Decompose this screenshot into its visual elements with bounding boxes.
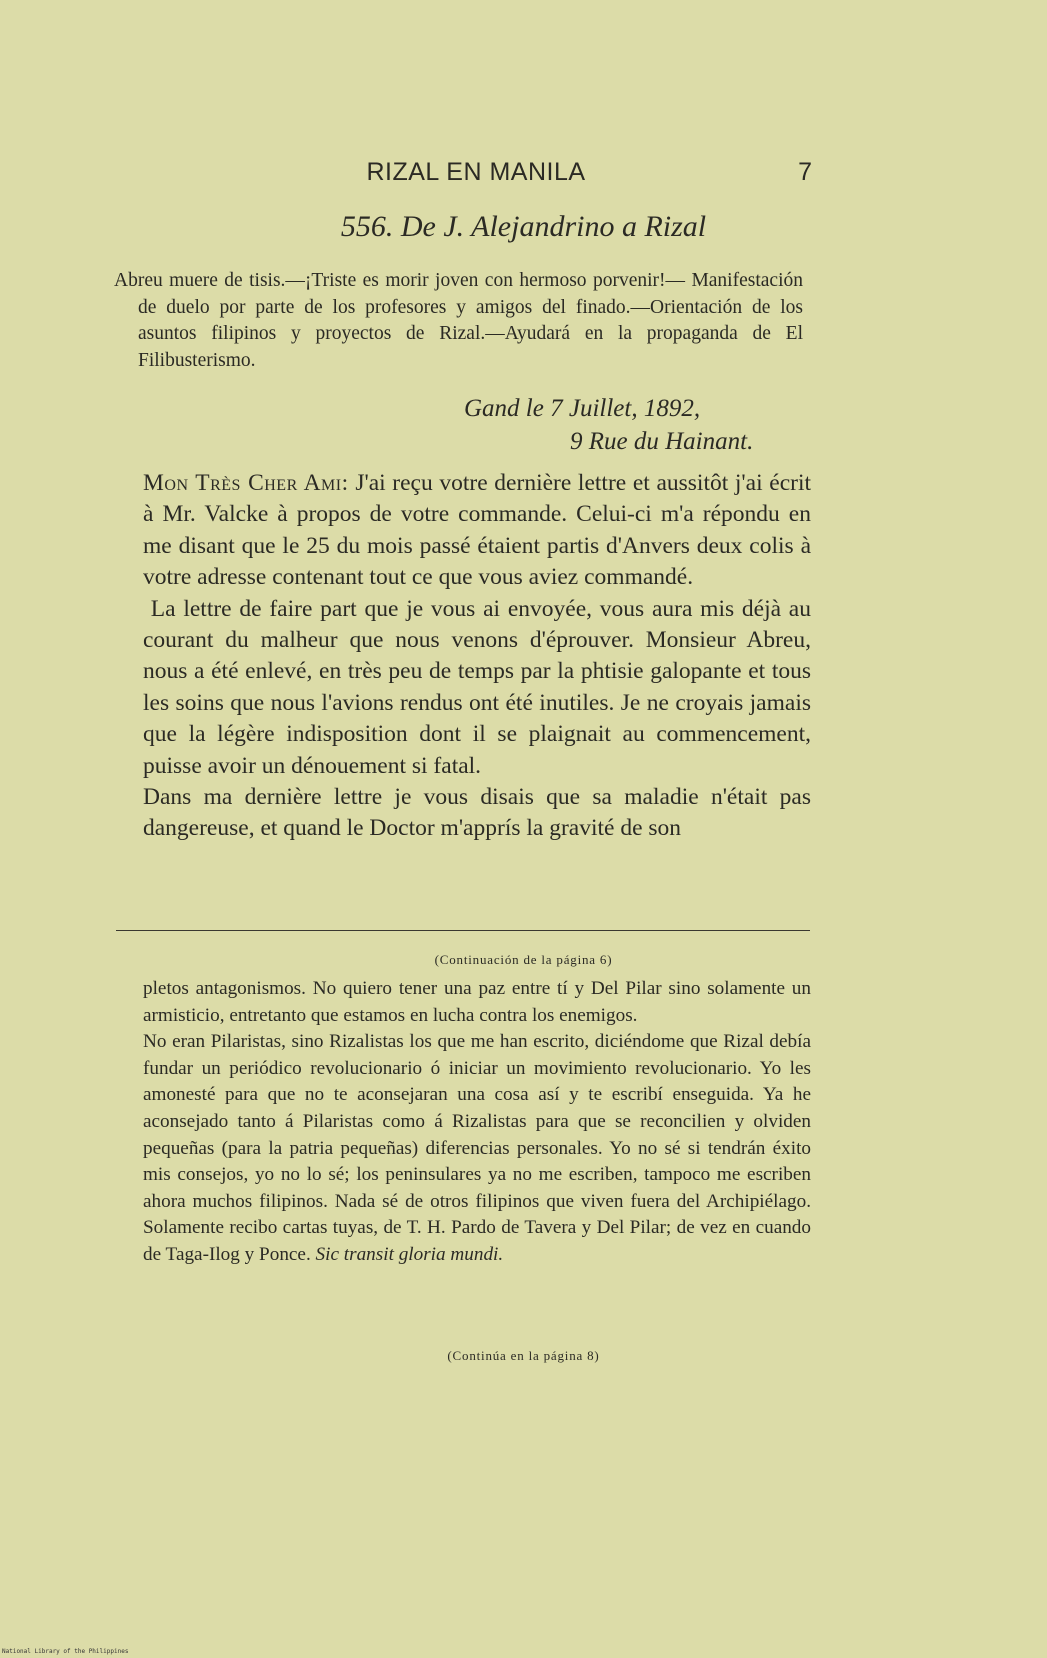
page-number: 7 bbox=[798, 158, 812, 186]
footnote-latin-phrase: Sic transit gloria mundi. bbox=[315, 1243, 504, 1265]
running-head: RIZAL EN MANILA bbox=[366, 158, 586, 186]
library-stamp: National Library of the Philippines bbox=[2, 1648, 129, 1655]
body-paragraph bbox=[143, 594, 811, 782]
body-paragraph bbox=[143, 468, 811, 594]
dateline-place-date: Gand le 7 Juillet, 1892, bbox=[464, 395, 701, 422]
body-text: La lettre de faire part que je vous ai envoyée, vous aura mis déjà au courant du malheur que nous venons d'éprouver. Monsieur Abreu, nous a été enlevé, en très peu de temps par la phtisie galopante et tous les soins que nous l'avions rendus ont été inutiles. Je ne croyais jamais que la légère indisposition dont il se plaignait au commencement, puisse avoir un dénouement si fatal. bbox=[143, 595, 811, 779]
footnote-continues-on: (Continúa en la página 8) bbox=[447, 1348, 600, 1363]
letter-body bbox=[143, 468, 811, 845]
salutation: Mon Très Cher Ami: bbox=[143, 470, 349, 496]
body-text: Dans ma dernière lettre je vous disais que sa maladie n'était pas dangereuse, et quand le Doctor m'apprís la gravité de son bbox=[143, 784, 811, 842]
body-text: J'ai reçu votre dernière lettre et aussitôt j'ai écrit à Mr. Valcke à propos de votre commande. Celui-ci m'a répondu en me disant que le 25 du mois passé étaient partis d'Anvers deux colis à votre adresse contenant tout ce que vous aviez commandé. bbox=[143, 470, 812, 591]
footnote-paragraph bbox=[143, 1029, 811, 1268]
footnote-paragraph: pletos antagonismos. No quiero tener una paz entre tí y Del Pilar sino solamente un armisticio, entretanto que estamos en lucha contra los enemigos. bbox=[143, 978, 811, 1026]
footnote-continued-from: (Continuación de la página 6) bbox=[434, 952, 613, 967]
footnote bbox=[143, 976, 811, 1269]
footnote-rule bbox=[116, 930, 810, 931]
page-header bbox=[140, 158, 812, 198]
dateline-address: 9 Rue du Hainant. bbox=[570, 428, 754, 455]
body-paragraph bbox=[143, 782, 811, 845]
footnote-text: No eran Pilaristas, sino Rizalistas los que me han escrito, diciéndome que Rizal debía fundar un periódico revolucionario ó iniciar un movimiento revolucionario. Yo les amonesté para que no te aconsejaran una cosa así y te escribí enseguida. Ya he aconsejado tanto á Pilaristas como á Rizalistas para que se reconcilien y olviden pequeñas (para la patria pequeñas) diferencias personales. Yo no sé si tendrán éxito mis consejos, yo no lo sé; los peninsulares ya no me escriben, tampoco me escriben ahora muchos filipinos. Nada sé de otros filipinos que viven fuera del Archipiélago. Solamente recibo cartas tuyas, de T. H. Pardo de Tavera y Del Pilar; de vez en cuando de Taga-Ilog y Ponce. bbox=[143, 1031, 811, 1265]
letter-summary: Abreu muere de tisis.—¡Triste es morir joven con hermoso porvenir!— Manifestación de duelo por parte de los profesores y amigos del finado.—Orientación de los asuntos filipinos y proyectos de Rizal.—Ayudará en la propaganda de El Filibusterismo. bbox=[114, 270, 803, 371]
dateline bbox=[464, 392, 824, 458]
letter-title: 556. De J. Alejandrino a Rizal bbox=[340, 210, 707, 243]
